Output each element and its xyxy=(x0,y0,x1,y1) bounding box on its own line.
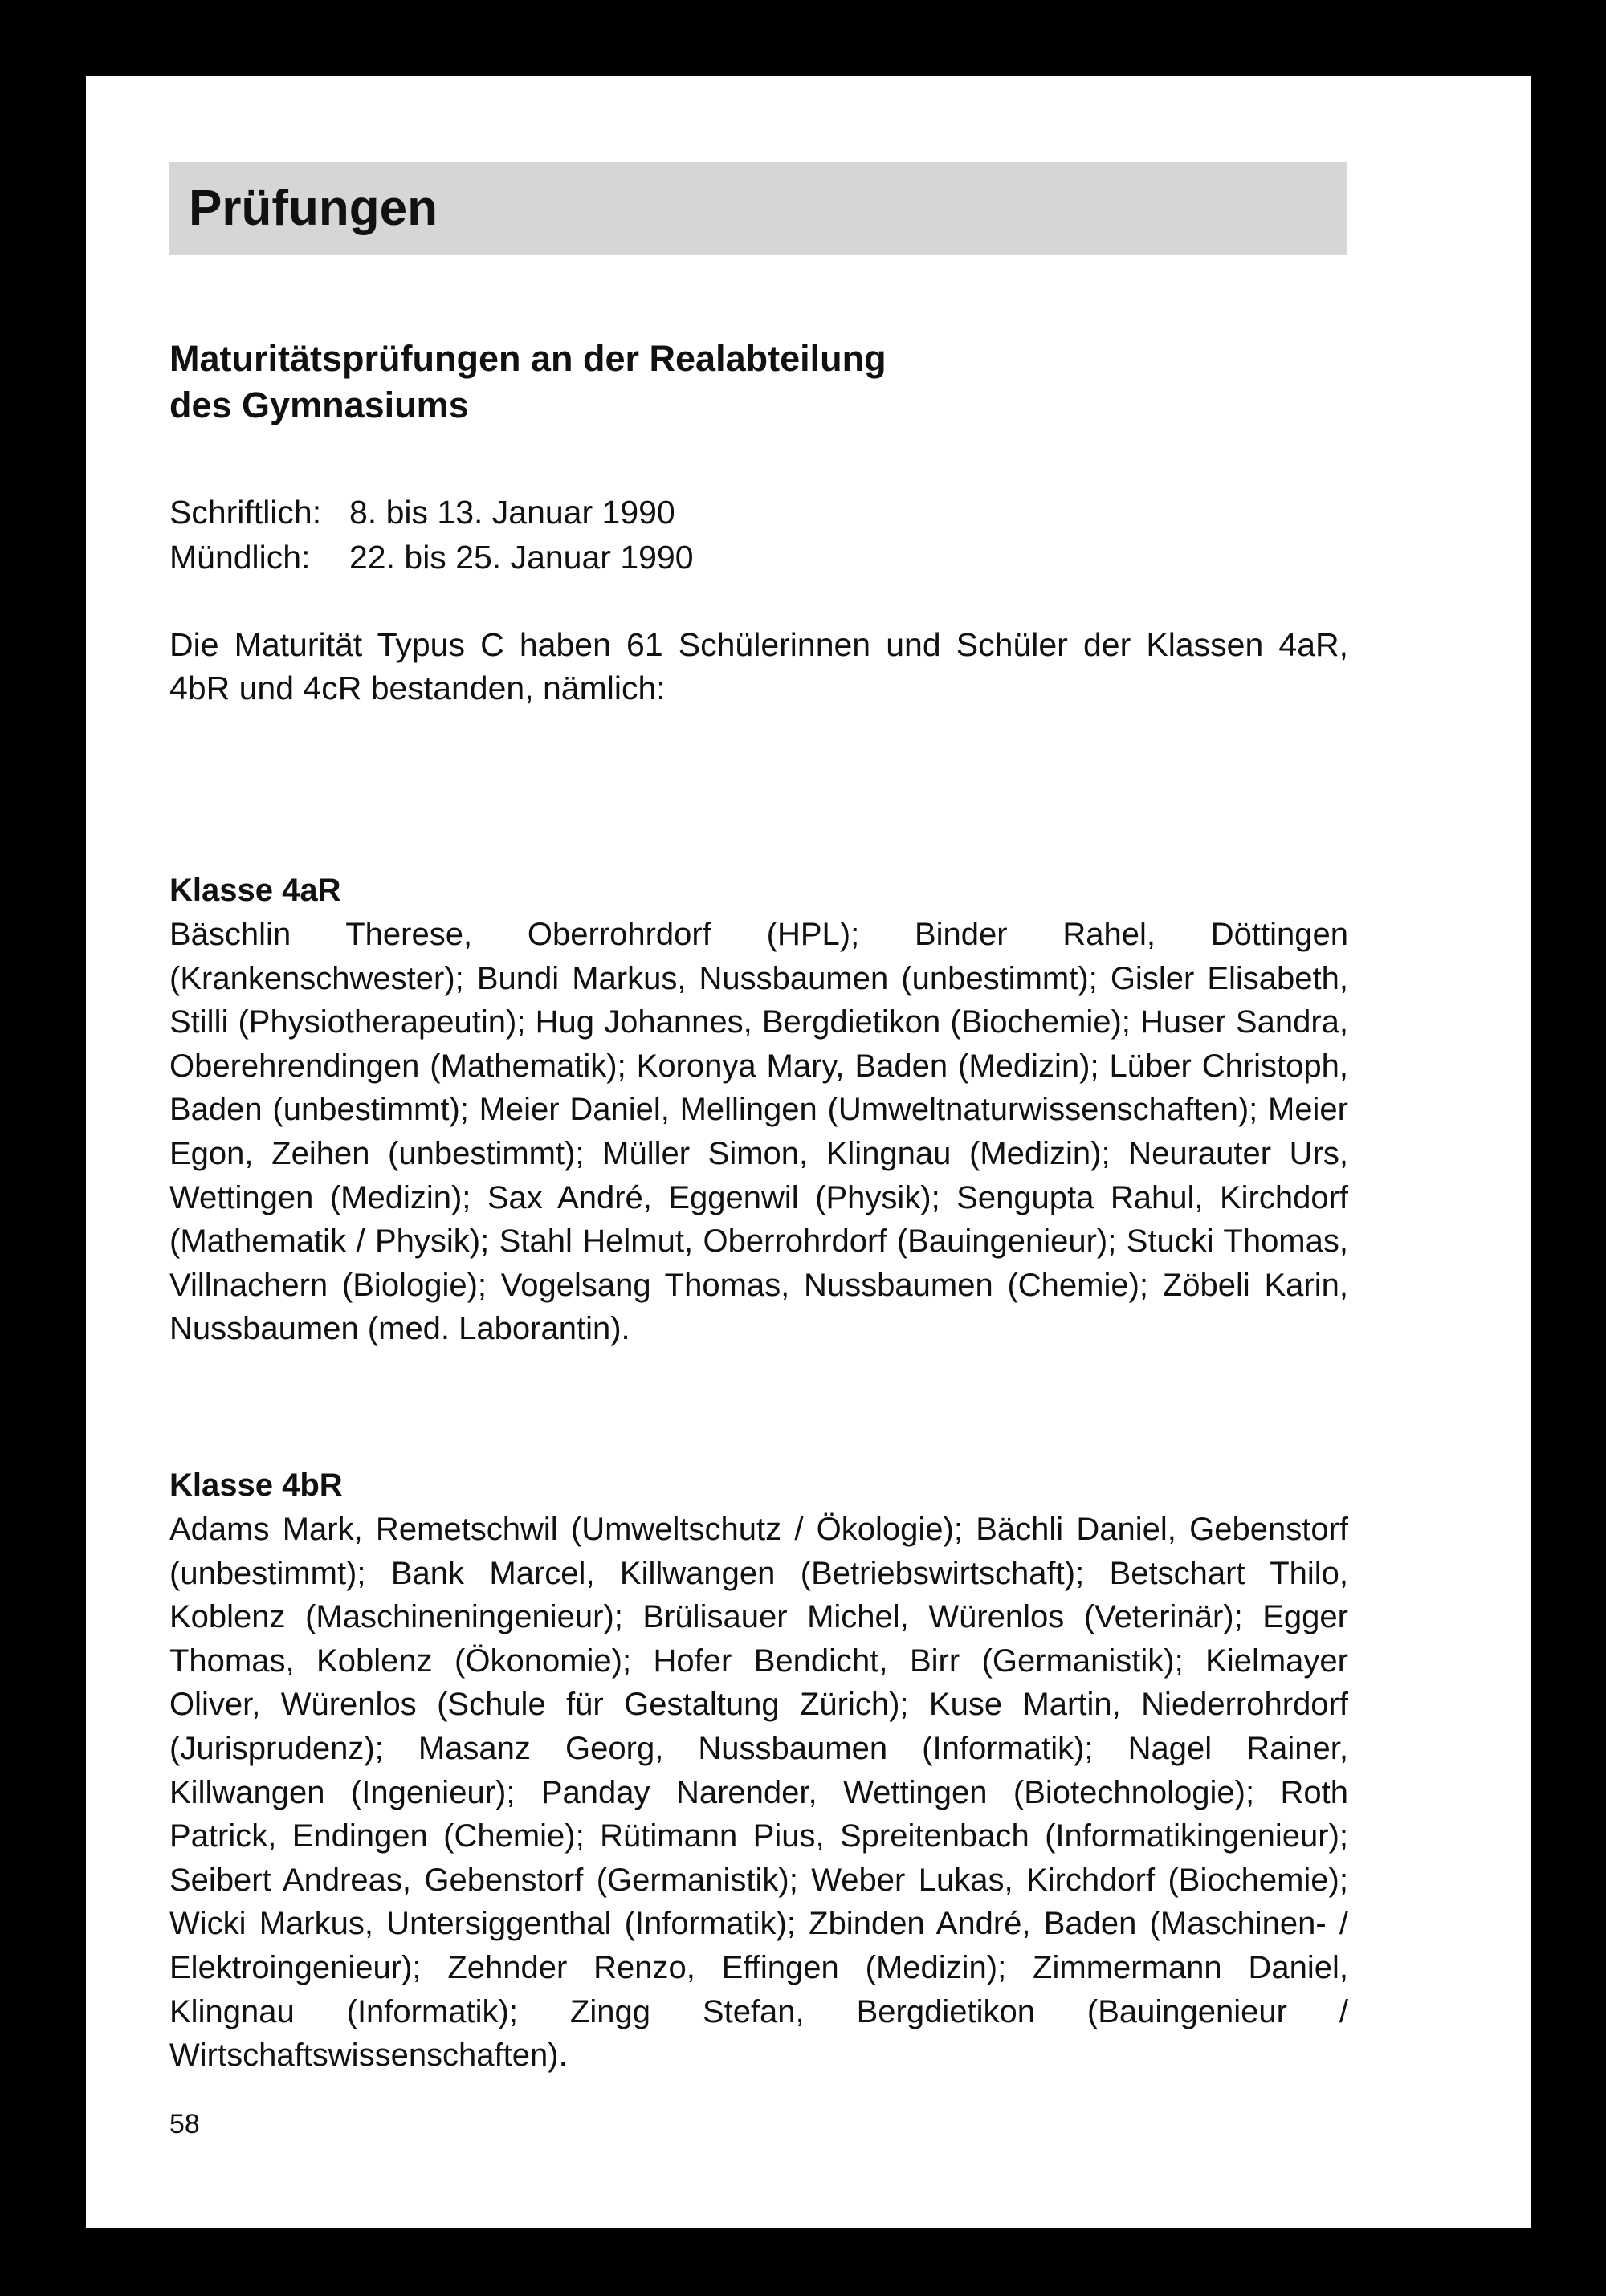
intro-paragraph: Die Maturität Typus C haben 61 Schülerinnen und Schüler der Klassen 4aR, 4bR und 4cR bestanden, nämlich: xyxy=(169,626,1348,706)
date-label: Mündlich: xyxy=(169,539,311,576)
class-heading-4aR: Klasse 4aR xyxy=(169,873,341,908)
main-heading xyxy=(169,336,1350,429)
date-row-written xyxy=(169,490,694,535)
class-list-4aR: Bäschlin Therese, Oberrohrdorf (HPL); Binder Rahel, Döttingen (Krankenschwester); Bundi Markus, Nussbaumen (unbestimmt); Gisler Elisabeth, Stilli (Physiotherapeutin); Hug Johannes, Bergdietikon (Biochemie); Huser Sandra, Oberehrendingen (Mathematik); Koronya Mary, Baden (Medizin); Lüber Christoph, Baden (unbestimmt); Meier Daniel, Mellingen (Umweltnaturwissenschaften); Meier Egon, Zeihen (unbestimmt); Müller Simon, Klingnau (Medizin); Neurauter Urs, Wettingen (Medizin); Sax André, Eggenwil (Physik); Sengupta Rahul, Kirchdorf (Mathematik / Physik); Stahl Helmut, Oberrohrdorf (Bauingenieur); Stucki Thomas, Villnachern (Biologie); Vogelsang Thomas, Nussbaumen (Chemie); Zöbeli Karin, Nussbaumen (med. Laborantin). xyxy=(169,917,1348,1347)
section-title: Prüfungen xyxy=(189,181,438,236)
date-value: 22. bis 25. Januar 1990 xyxy=(349,539,694,576)
exam-dates xyxy=(169,490,694,580)
page-number: 58 xyxy=(169,2109,200,2139)
main-heading-line-2: des Gymnasiums xyxy=(169,385,469,425)
main-heading-line-1: Maturitätsprüfungen an der Realabteilung xyxy=(169,338,887,379)
class-heading-4bR: Klasse 4bR xyxy=(169,1468,343,1503)
date-label: Schriftlich: xyxy=(169,494,322,531)
class-list-4bR: Adams Mark, Remetschwil (Umweltschutz / Ökologie); Bächli Daniel, Gebenstorf (unbestimmt); Bank Marcel, Killwangen (Betriebswirtschaft); Betschart Thilo, Koblenz (Maschineningenieur); Brülisauer Michel, Würenlos (Veterinär); Egger Thomas, Koblenz (Ökonomie); Hofer Bendicht, Birr (Germanistik); Kielmayer Oliver, Würenlos (Schule für Gestaltung Zürich); Kuse Martin, Niederrohrdorf (Jurisprudenz); Masanz Georg, Nussbaumen (Informatik); Nagel Rainer, Killwangen (Ingenieur); Panday Narender, Wettingen (Biotechnologie); Roth Patrick, Endingen (Chemie); Rütimann Pius, Spreitenbach (Informatikingenieur); Seibert Andreas, Gebenstorf (Germanistik); Weber Lukas, Kirchdorf (Biochemie); Wicki Markus, Untersiggenthal (Informatik); Zbinden André, Baden (Maschinen- / Elektroingenieur); Zehnder Renzo, Effingen (Medizin); Zimmermann Daniel, Klingnau (Informatik); Zingg Stefan, Bergdietikon (Bauingenieur / Wirtschaftswissenschaften). xyxy=(169,1512,1348,2074)
date-value: 8. bis 13. Januar 1990 xyxy=(349,494,675,531)
date-row-oral xyxy=(169,535,694,580)
